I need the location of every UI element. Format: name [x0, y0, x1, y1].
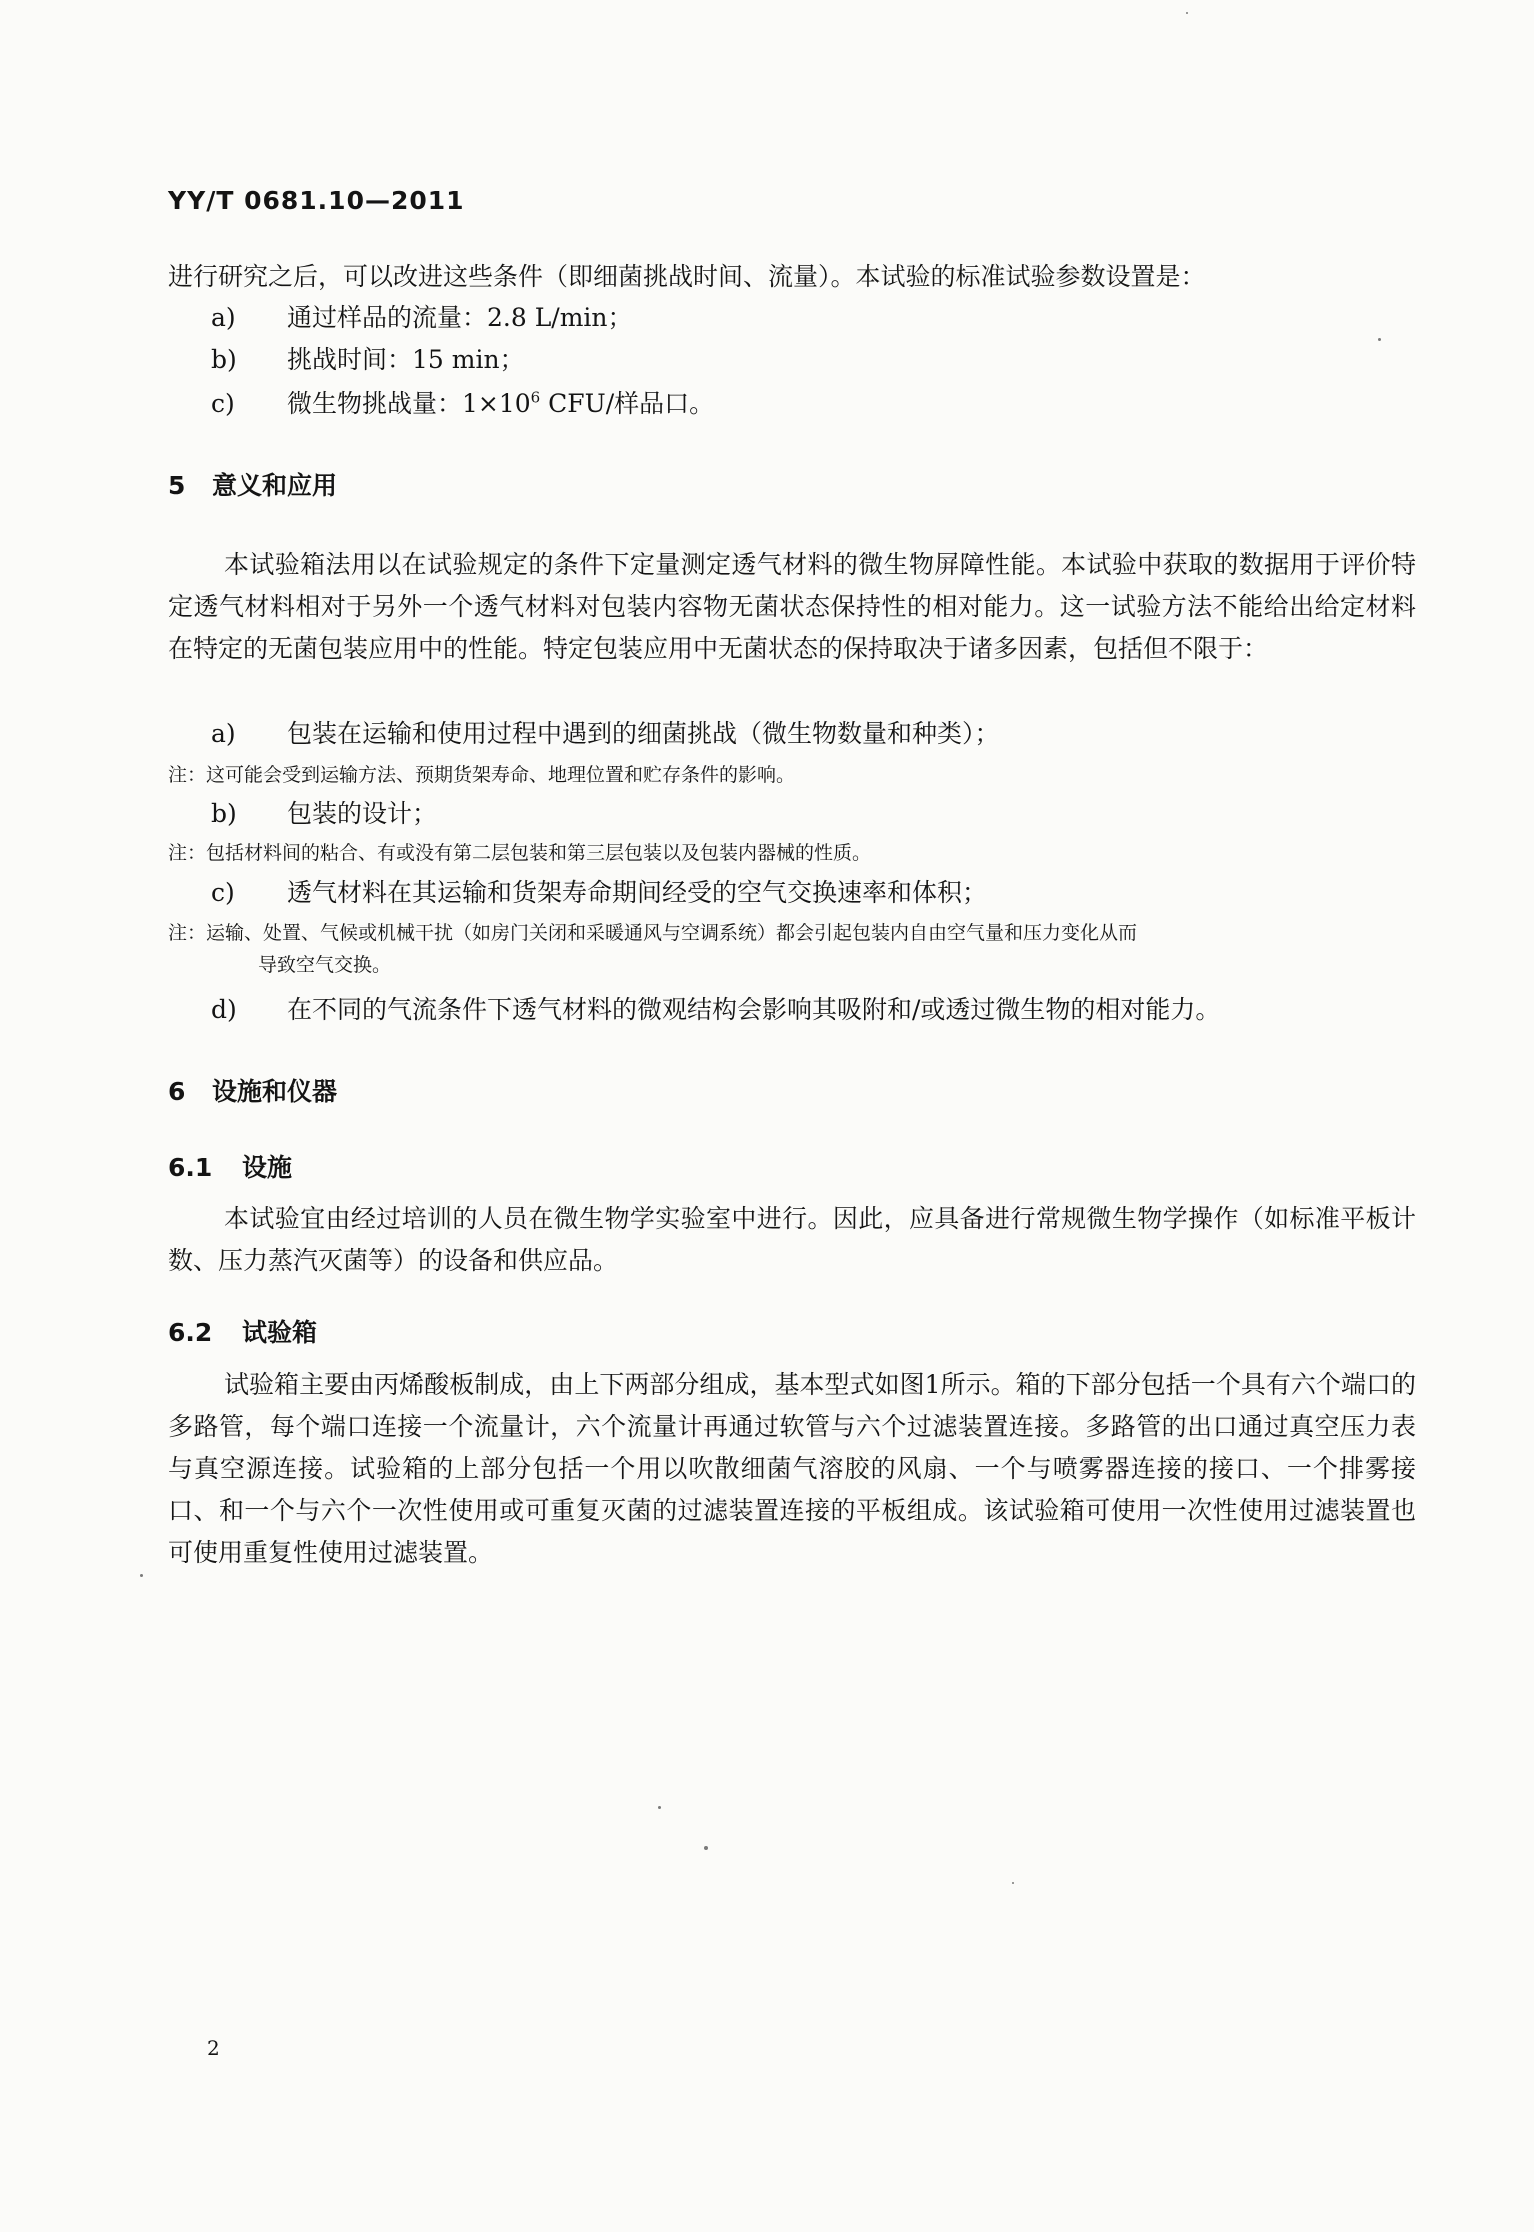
section-number: 6.2 — [168, 1318, 213, 1347]
list-marker: b) — [211, 799, 237, 828]
section-title: 试验箱 — [242, 1318, 318, 1347]
note-b: 注：包括材料间的粘合、有或没有第二层包装和第三层包装以及包装内器械的性质。 — [168, 842, 872, 864]
section-5-paragraph: 本试验箱法用以在试验规定的条件下定量测定透气材料的微生物屏障性能。本试验中获取的数据用于评价特定透气材料相对于另外一个透气材料对包装内容物无菌状态保持性的相对能力。这一试验方法不能给出给定材料在特定的无菌包装应用中的性能。特定包装应用中无菌状态的保持取决于诸多因素，包括但不限于： — [168, 550, 1416, 663]
factor-item-c — [211, 873, 987, 909]
list-text: 微生物挑战量：1×10 — [287, 389, 531, 418]
list-marker: b) — [211, 345, 237, 374]
standard-id: YY/T 0681.10—2011 — [168, 186, 465, 215]
list-text: 透气材料在其运输和货架寿命期间经受的空气交换速率和体积； — [287, 878, 988, 907]
list-marker: a) — [211, 719, 236, 748]
list-text: 包装的设计； — [287, 799, 438, 828]
param-item-b — [211, 340, 525, 376]
section-number: 6.1 — [168, 1153, 213, 1182]
list-text: 包装在运输和使用过程中遇到的细菌挑战（微生物数量和种类）； — [287, 719, 1000, 748]
page-number: 2 — [207, 2036, 220, 2060]
intro-line: 进行研究之后，可以改进这些条件（即细菌挑战时间、流量）。本试验的标准试验参数设置是： — [168, 262, 1206, 291]
param-item-a — [211, 298, 633, 334]
list-text: 挑战时间：15 min； — [287, 345, 525, 374]
scan-speck — [1012, 1882, 1014, 1884]
note-c: 注：运输、处置、气候或机械干扰（如房门关闭和采暖通风与空调系统）都会引起包装内自由空气量和压力变化从而 — [168, 922, 1138, 944]
scan-speck — [140, 1574, 143, 1577]
factor-item-b — [211, 794, 437, 830]
section-title: 意义和应用 — [212, 471, 338, 500]
section-6-1-paragraph: 本试验宜由经过培训的人员在微生物学实验室中进行。因此，应具备进行常规微生物学操作（如标准平板计数、压力蒸汽灭菌等）的设备和供应品。 — [168, 1204, 1416, 1275]
list-text: 通过样品的流量：2.8 L/min； — [287, 303, 633, 332]
note-a: 注：这可能会受到运输方法、预期货架寿命、地理位置和贮存条件的影响。 — [168, 764, 796, 786]
list-marker: d) — [211, 995, 237, 1024]
list-text: CFU/样品口。 — [540, 389, 715, 418]
exponent: 6 — [530, 388, 541, 407]
section-title: 设施 — [242, 1153, 293, 1182]
section-heading-5 — [168, 466, 337, 502]
list-marker: c) — [211, 389, 235, 418]
factor-item-d — [211, 990, 1220, 1026]
section-number: 5 — [168, 471, 186, 500]
scan-speck — [1186, 12, 1188, 14]
subsection-heading-6-1 — [168, 1148, 292, 1184]
param-item-c — [211, 384, 714, 420]
section-title: 设施和仪器 — [212, 1077, 338, 1106]
section-number: 6 — [168, 1077, 186, 1106]
note-c-continued: 导致空气交换。 — [258, 954, 392, 976]
list-marker: c) — [211, 878, 235, 907]
list-marker: a) — [211, 303, 236, 332]
section-heading-6 — [168, 1072, 337, 1108]
scan-speck — [1378, 338, 1381, 341]
scan-speck — [658, 1806, 661, 1809]
factor-item-a — [211, 714, 1000, 750]
list-text: 在不同的气流条件下透气材料的微观结构会影响其吸附和/或透过微生物的相对能力。 — [287, 995, 1221, 1024]
subsection-heading-6-2 — [168, 1313, 317, 1349]
section-6-2-paragraph: 试验箱主要由丙烯酸板制成，由上下两部分组成，基本型式如图1所示。箱的下部分包括一个具有六个端口的多路管，每个端口连接一个流量计，六个流量计再通过软管与六个过滤装置连接。多路管的出口通过真空压力表与真空源连接。试验箱的上部分包括一个用以吹散细菌气溶胶的风扇、一个与喷雾器连接的接口、一个排雾接口、和一个与六个一次性使用或可重复灭菌的过滤装置连接的平板组成。该试验箱可使用一次性使用过滤装置也可使用重复性使用过滤装置。 — [168, 1370, 1416, 1567]
scan-speck — [704, 1846, 708, 1850]
